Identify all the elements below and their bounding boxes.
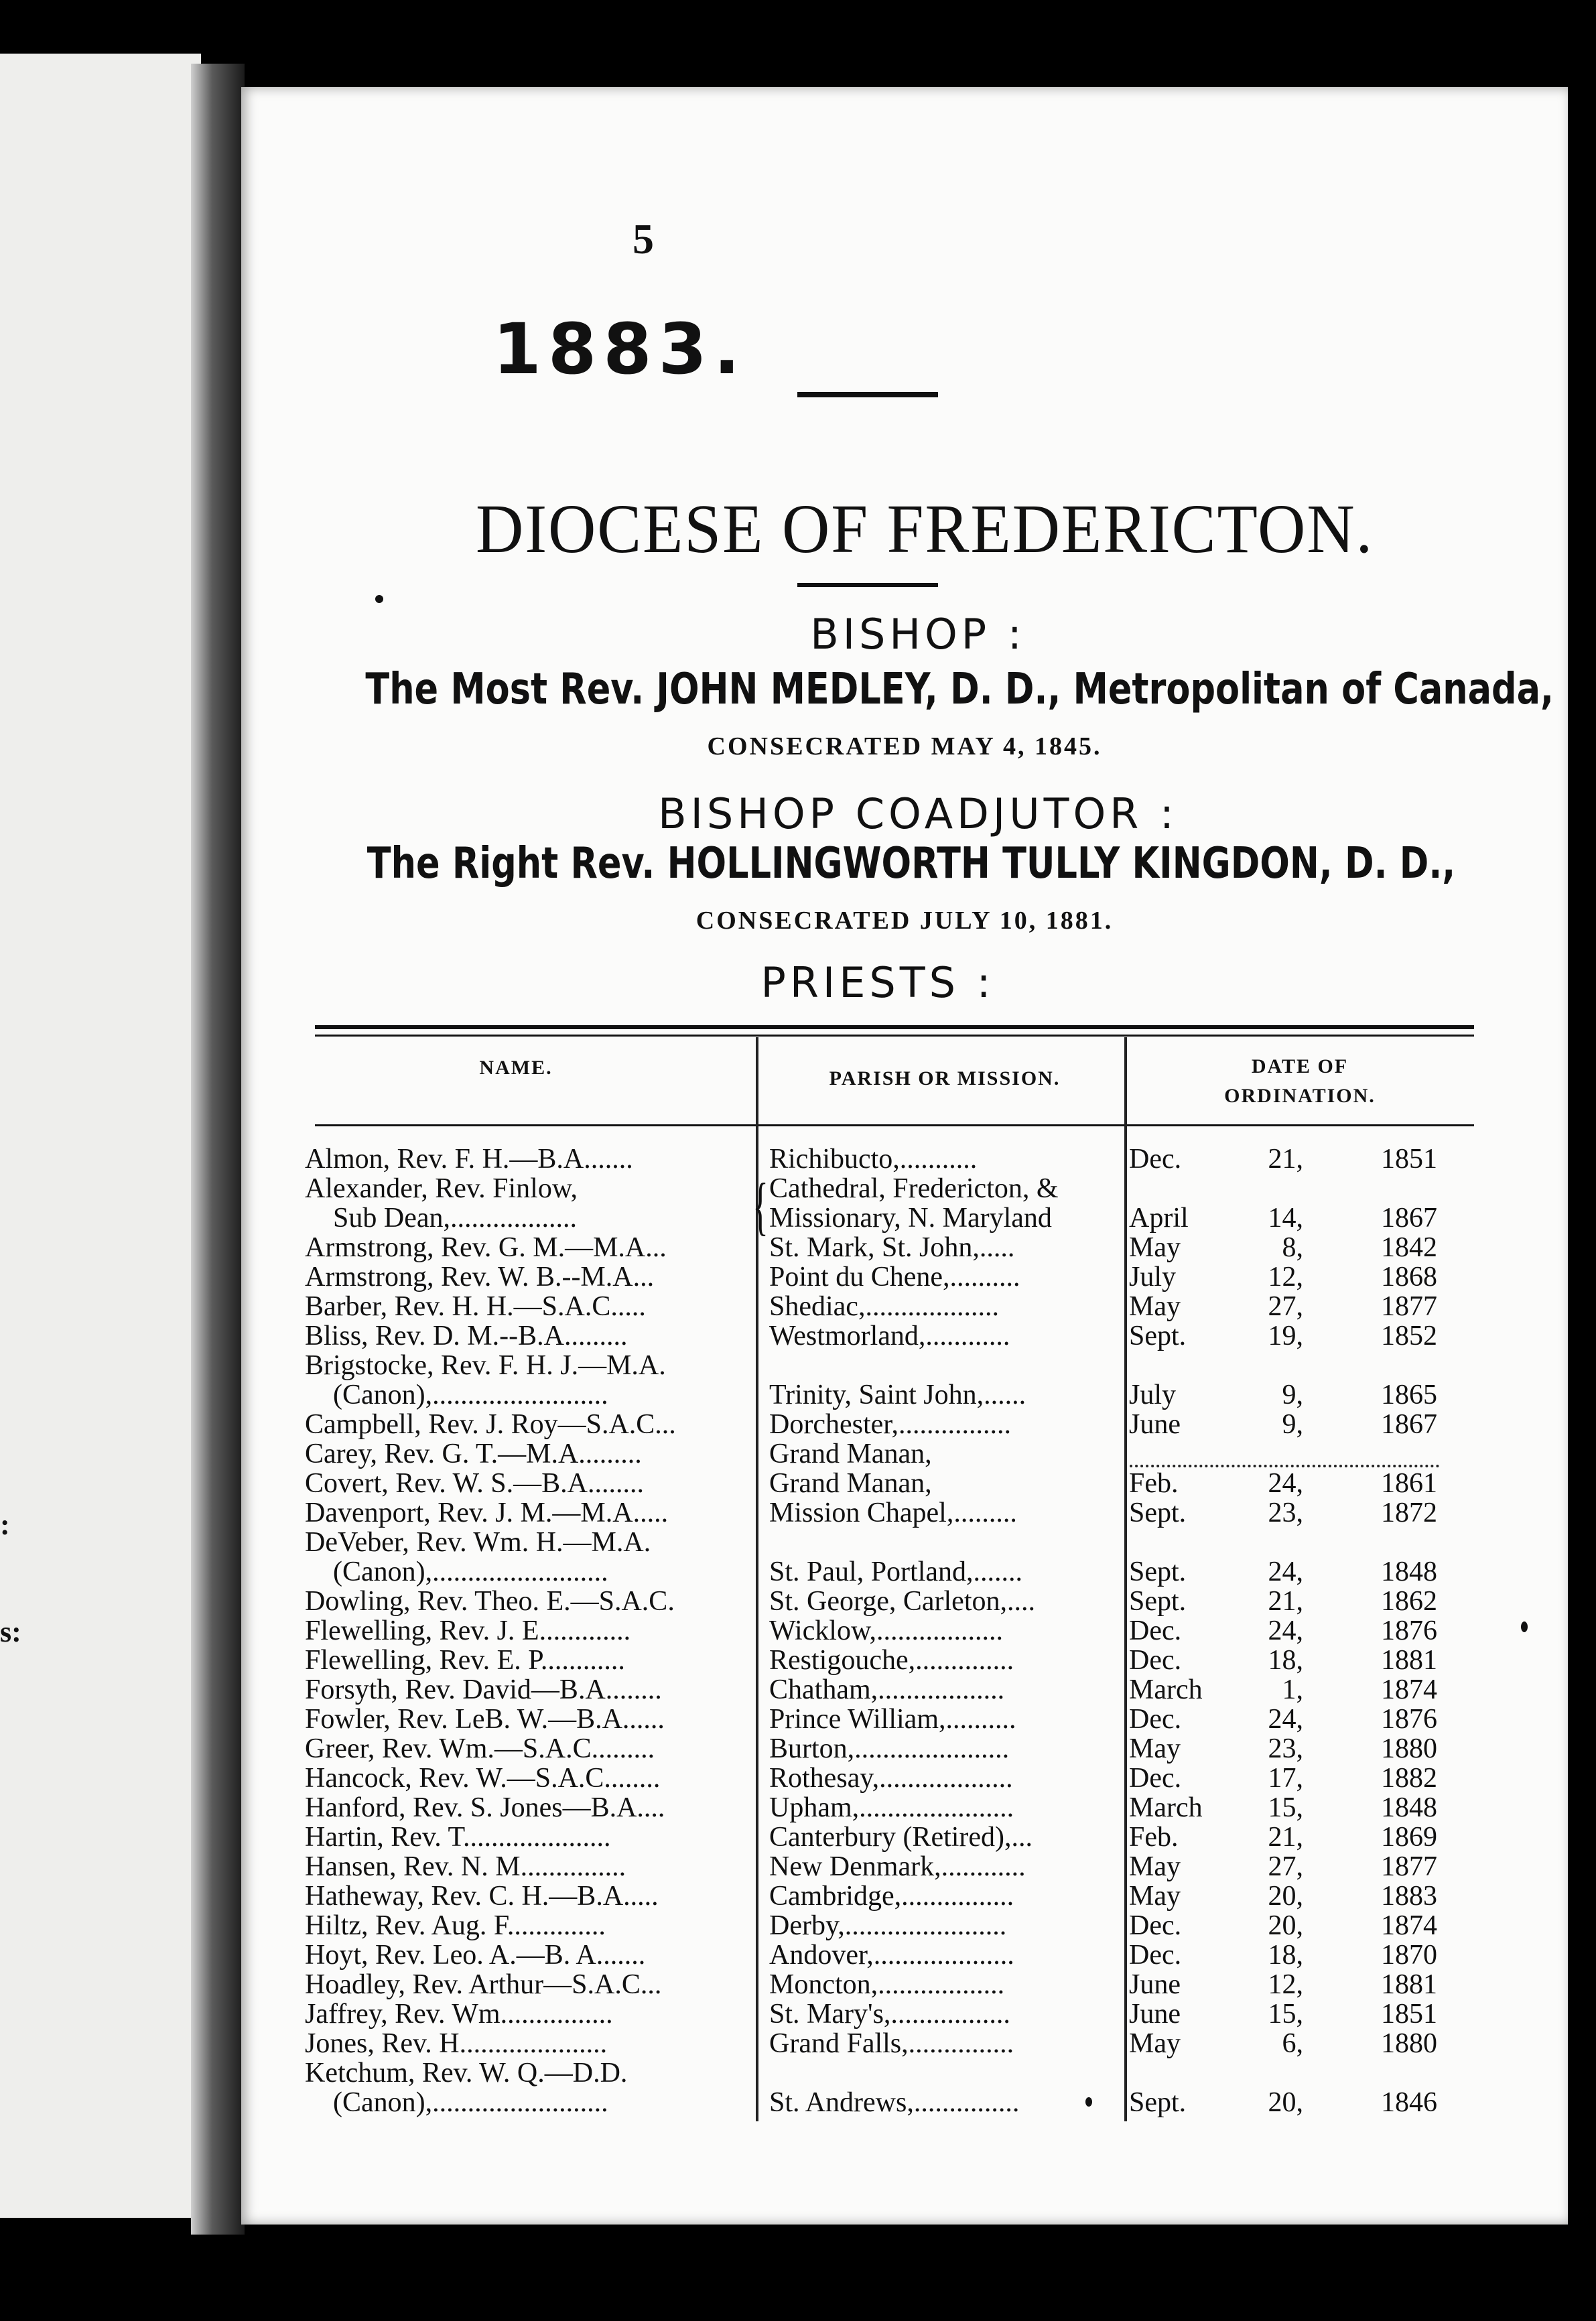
ordination-year: 1868: [1381, 1262, 1437, 1292]
priest-name: Forsyth, Rev. David—B.A........: [305, 1675, 662, 1705]
brace: {: [752, 1170, 769, 1242]
ordination-month: May: [1129, 1232, 1181, 1263]
ordination-year: 1882: [1381, 1763, 1437, 1794]
priest-name: (Canon),.........................: [305, 1557, 608, 1587]
table-row: [241, 1940, 1568, 1970]
parish: St. Mark, St. John,.....: [769, 1233, 1015, 1262]
priest-name: Hatheway, Rev. C. H.—B.A.....: [305, 1881, 659, 1911]
ordination-year: 1861: [1381, 1468, 1437, 1499]
ordination-year: 1881: [1381, 1969, 1437, 2000]
ordination-day: 24,: [1268, 1704, 1303, 1735]
priest-name: Carey, Rev. G. T.—M.A.........: [305, 1439, 642, 1469]
priest-name: Flewelling, Rev. E. P............: [305, 1646, 625, 1675]
priest-name: (Canon),.........................: [305, 1380, 608, 1410]
ordination-year: 1848: [1381, 1556, 1437, 1587]
table-row: [241, 1203, 1568, 1233]
priest-name: Hansen, Rev. N. M...............: [305, 1852, 626, 1881]
ordination-month: July: [1129, 1262, 1177, 1292]
parish: Canterbury (Retired),...: [769, 1822, 1033, 1852]
ink-speck: [1085, 2097, 1092, 2107]
left-page-fragment: s:: [0, 1615, 21, 1648]
table-top-rule: [315, 1035, 1474, 1037]
table-row: [241, 1881, 1568, 1911]
ordination-year: 1870: [1381, 1940, 1437, 1971]
table-row: [241, 1469, 1568, 1498]
ordination-year: 1867: [1381, 1203, 1437, 1234]
year-heading: 1883.: [492, 308, 747, 390]
table-row: [241, 2058, 1568, 2088]
parish: St. Paul, Portland,.......: [769, 1557, 1023, 1587]
ordination-day: 17,: [1268, 1763, 1303, 1794]
priest-name: Hoyt, Rev. Leo. A.—B. A.......: [305, 1940, 646, 1970]
table-row: [241, 1852, 1568, 1881]
table-row: [241, 1262, 1568, 1292]
priest-name: Flewelling, Rev. J. E.............: [305, 1616, 631, 1646]
ordination-month: Feb.: [1129, 1822, 1179, 1853]
bishop-heading: BISHOP :: [810, 610, 1026, 659]
parish: Andover,....................: [769, 1940, 1014, 1970]
ordination-month: Sept.: [1129, 1498, 1187, 1528]
column-header-name: NAME.: [479, 1057, 553, 1079]
column-header-parish: PARISH OR MISSION.: [829, 1067, 1061, 1089]
priest-name: Covert, Rev. W. S.—B.A........: [305, 1469, 644, 1498]
ordination-month: Sept.: [1129, 2087, 1187, 2118]
table-row: [241, 1144, 1568, 1174]
parish: St. Mary's,.................: [769, 1999, 1010, 2029]
page-number: 5: [633, 215, 654, 263]
left-facing-page: [0, 54, 201, 2218]
ordination-year: 1865: [1381, 1380, 1437, 1410]
table-row: [241, 1528, 1568, 1557]
ordination-day: 21,: [1268, 1586, 1303, 1617]
priest-name: Fowler, Rev. LeB. W.—B.A......: [305, 1705, 665, 1734]
ordination-year: 1862: [1381, 1586, 1437, 1617]
priest-name: Barber, Rev. H. H.—S.A.C.....: [305, 1292, 646, 1321]
ordination-day: 15,: [1268, 1999, 1303, 2030]
ordination-day: 6,: [1282, 2028, 1303, 2059]
table-row: [241, 1587, 1568, 1616]
table-row: [241, 1911, 1568, 1940]
left-page-fragment: :: [0, 1508, 10, 1541]
ordination-month: March: [1129, 1674, 1203, 1705]
ordination-day: 15,: [1268, 1792, 1303, 1823]
priest-name: Sub Dean,..................: [305, 1203, 577, 1233]
ordination-month: Dec.: [1129, 1940, 1182, 1971]
ordination-month: May: [1129, 1881, 1181, 1912]
parish: Grand Falls,...............: [769, 2029, 1014, 2058]
parish: St. Andrews,...............: [769, 2088, 1020, 2117]
table-row: [241, 1970, 1568, 1999]
parish: Cathedral, Fredericton, &: [769, 1174, 1059, 1203]
divider: [797, 392, 938, 397]
parish: Burton,......................: [769, 1734, 1010, 1764]
ordination-day: 9,: [1282, 1409, 1303, 1440]
parish: St. George, Carleton,....: [769, 1587, 1035, 1616]
ordination-day: 8,: [1282, 1232, 1303, 1263]
dotted-rule: [1124, 1465, 1439, 1467]
table-row: [241, 1557, 1568, 1587]
table-row: [241, 1705, 1568, 1734]
parish: Upham,......................: [769, 1793, 1014, 1822]
ordination-month: June: [1129, 1409, 1181, 1440]
priest-name: Campbell, Rev. J. Roy—S.A.C...: [305, 1410, 676, 1439]
coadjutor-heading: BISHOP COADJUTOR :: [658, 789, 1178, 838]
priest-name: (Canon),.........................: [305, 2088, 608, 2117]
ordination-day: 1,: [1282, 1674, 1303, 1705]
ink-speck: [1521, 1621, 1528, 1632]
priest-name: Hartin, Rev. T.....................: [305, 1822, 611, 1852]
parish: Dorchester,................: [769, 1410, 1012, 1439]
priest-name: Jaffrey, Rev. Wm................: [305, 1999, 613, 2029]
priest-name: Hancock, Rev. W.—S.A.C........: [305, 1764, 661, 1793]
ordination-day: 14,: [1268, 1203, 1303, 1234]
ordination-year: 1876: [1381, 1615, 1437, 1646]
parish: New Denmark,............: [769, 1852, 1026, 1881]
ordination-month: Dec.: [1129, 1645, 1182, 1676]
priest-name: Hoadley, Rev. Arthur—S.A.C...: [305, 1970, 662, 1999]
ordination-year: 1881: [1381, 1645, 1437, 1676]
table-row: [241, 1321, 1568, 1351]
ordination-month: June: [1129, 1999, 1181, 2030]
table-row: [241, 1233, 1568, 1262]
parish: Moncton,..................: [769, 1970, 1005, 1999]
ordination-day: 24,: [1268, 1615, 1303, 1646]
table-row: [241, 1380, 1568, 1410]
priest-name: Alexander, Rev. Finlow,: [305, 1174, 578, 1203]
table-row: [241, 1675, 1568, 1705]
ordination-day: 27,: [1268, 1291, 1303, 1322]
ordination-month: March: [1129, 1792, 1203, 1823]
priest-name: Armstrong, Rev. G. M.—M.A...: [305, 1233, 667, 1262]
ordination-month: Dec.: [1129, 1910, 1182, 1941]
column-header-date-line1: DATE OF: [1251, 1055, 1349, 1077]
table-row: [241, 2029, 1568, 2058]
diocese-title: DIOCESE OF FREDERICTON.: [475, 490, 1374, 568]
table-row: [241, 1793, 1568, 1822]
ordination-month: Feb.: [1129, 1468, 1179, 1499]
ordination-month: Sept.: [1129, 1586, 1187, 1617]
parish: Restigouche,..............: [769, 1646, 1014, 1675]
ordination-day: 12,: [1268, 1969, 1303, 2000]
ordination-year: 1851: [1381, 1999, 1437, 2030]
ordination-month: May: [1129, 1733, 1181, 1764]
parish: Mission Chapel,.........: [769, 1498, 1017, 1528]
ordination-month: Dec.: [1129, 1615, 1182, 1646]
priests-heading: PRIESTS :: [760, 958, 995, 1007]
parish: Prince William,..........: [769, 1705, 1016, 1734]
column-header-date-line2: ORDINATION.: [1224, 1085, 1376, 1107]
bishop-consecrated: CONSECRATED MAY 4, 1845.: [707, 732, 1102, 760]
ordination-day: 23,: [1268, 1498, 1303, 1528]
priest-name: Almon, Rev. F. H.—B.A.......: [305, 1144, 633, 1174]
table-row: [241, 1292, 1568, 1321]
ink-speck: [375, 595, 383, 603]
ordination-month: Sept.: [1129, 1321, 1187, 1351]
parish: Grand Manan,: [769, 1469, 932, 1498]
parish: Trinity, Saint John,......: [769, 1380, 1026, 1410]
priest-name: Dowling, Rev. Theo. E.—S.A.C.: [305, 1587, 675, 1616]
parish: Derby,.......................: [769, 1911, 1007, 1940]
ordination-year: 1852: [1381, 1321, 1437, 1351]
divider: [797, 583, 938, 587]
ordination-month: Dec.: [1129, 1704, 1182, 1735]
parish: Cambridge,................: [769, 1881, 1014, 1911]
ordination-year: 1842: [1381, 1232, 1437, 1263]
ordination-day: 24,: [1268, 1468, 1303, 1499]
ordination-year: 1874: [1381, 1910, 1437, 1941]
ordination-day: 9,: [1282, 1380, 1303, 1410]
bishop-line: The Most Rev. JOHN MEDLEY, D. D., Metropolitan of Canada,: [365, 665, 1554, 714]
table-row: [241, 1174, 1568, 1203]
table-row: [241, 1351, 1568, 1380]
parish: Rothesay,...................: [769, 1764, 1013, 1793]
parish: Shediac,...................: [769, 1292, 999, 1321]
table-row: [241, 1410, 1568, 1439]
priest-name: Brigstocke, Rev. F. H. J.—M.A.: [305, 1351, 666, 1380]
coadjutor-consecrated: CONSECRATED JULY 10, 1881.: [695, 907, 1114, 935]
priest-name: Armstrong, Rev. W. B.--M.A...: [305, 1262, 655, 1292]
priest-name: Hanford, Rev. S. Jones—B.A....: [305, 1793, 665, 1822]
table-row: [241, 1734, 1568, 1764]
ordination-year: 1874: [1381, 1674, 1437, 1705]
table-row: [241, 1822, 1568, 1852]
parish: Grand Manan,: [769, 1439, 932, 1469]
ordination-month: May: [1129, 1291, 1181, 1322]
document-page: [241, 87, 1568, 2225]
priest-name: Ketchum, Rev. W. Q.—D.D.: [305, 2058, 628, 2088]
priest-name: Jones, Rev. H.....................: [305, 2029, 608, 2058]
ordination-day: 23,: [1268, 1733, 1303, 1764]
parish: Chatham,..................: [769, 1675, 1005, 1705]
ordination-month: Sept.: [1129, 1556, 1187, 1587]
ordination-year: 1846: [1381, 2087, 1437, 2118]
table-row: [241, 1616, 1568, 1646]
ordination-year: 1867: [1381, 1409, 1437, 1440]
ordination-month: Dec.: [1129, 1763, 1182, 1794]
table-row: [241, 1646, 1568, 1675]
ordination-month: May: [1129, 1851, 1181, 1882]
ordination-month: April: [1129, 1203, 1189, 1234]
priest-name: Davenport, Rev. J. M.—M.A.....: [305, 1498, 669, 1528]
parish: Point du Chene,..........: [769, 1262, 1020, 1292]
ordination-month: May: [1129, 2028, 1181, 2059]
ordination-day: 12,: [1268, 1262, 1303, 1292]
table-row: [241, 2088, 1568, 2117]
ordination-day: 21,: [1268, 1822, 1303, 1853]
ordination-day: 20,: [1268, 1910, 1303, 1941]
ordination-day: 24,: [1268, 1556, 1303, 1587]
ordination-month: June: [1129, 1969, 1181, 2000]
ordination-year: 1869: [1381, 1822, 1437, 1853]
ordination-month: July: [1129, 1380, 1177, 1410]
coadjutor-line: The Right Rev. HOLLINGWORTH TULLY KINGDON, D. D.,: [367, 839, 1456, 888]
priest-name: Bliss, Rev. D. M.--B.A.........: [305, 1321, 628, 1351]
table-header-rule: [315, 1124, 1474, 1126]
table-row: [241, 1764, 1568, 1793]
ordination-year: 1876: [1381, 1704, 1437, 1735]
ordination-year: 1848: [1381, 1792, 1437, 1823]
ordination-day: 19,: [1268, 1321, 1303, 1351]
parish: Missionary, N. Maryland: [769, 1203, 1052, 1233]
ordination-year: 1883: [1381, 1881, 1437, 1912]
ordination-day: 18,: [1268, 1645, 1303, 1676]
ordination-year: 1872: [1381, 1498, 1437, 1528]
ordination-year: 1877: [1381, 1851, 1437, 1882]
ordination-day: 20,: [1268, 1881, 1303, 1912]
ordination-year: 1877: [1381, 1291, 1437, 1322]
parish: Westmorland,............: [769, 1321, 1010, 1351]
priest-name: Greer, Rev. Wm.—S.A.C.........: [305, 1734, 655, 1764]
table-row: [241, 1498, 1568, 1528]
parish: Richibucto,...........: [769, 1144, 978, 1174]
table-row: [241, 1999, 1568, 2029]
ordination-day: 18,: [1268, 1940, 1303, 1971]
priest-name: DeVeber, Rev. Wm. H.—M.A.: [305, 1528, 651, 1557]
ordination-year: 1880: [1381, 1733, 1437, 1764]
ordination-day: 27,: [1268, 1851, 1303, 1882]
ordination-year: 1851: [1381, 1144, 1437, 1175]
ordination-month: Dec.: [1129, 1144, 1182, 1175]
ordination-day: 21,: [1268, 1144, 1303, 1175]
book-gutter: [191, 64, 245, 2235]
parish: Wicklow,..................: [769, 1616, 1004, 1646]
priest-name: Hiltz, Rev. Aug. F..............: [305, 1911, 606, 1940]
ordination-day: 20,: [1268, 2087, 1303, 2118]
table-top-rule: [315, 1025, 1474, 1029]
ordination-year: 1880: [1381, 2028, 1437, 2059]
